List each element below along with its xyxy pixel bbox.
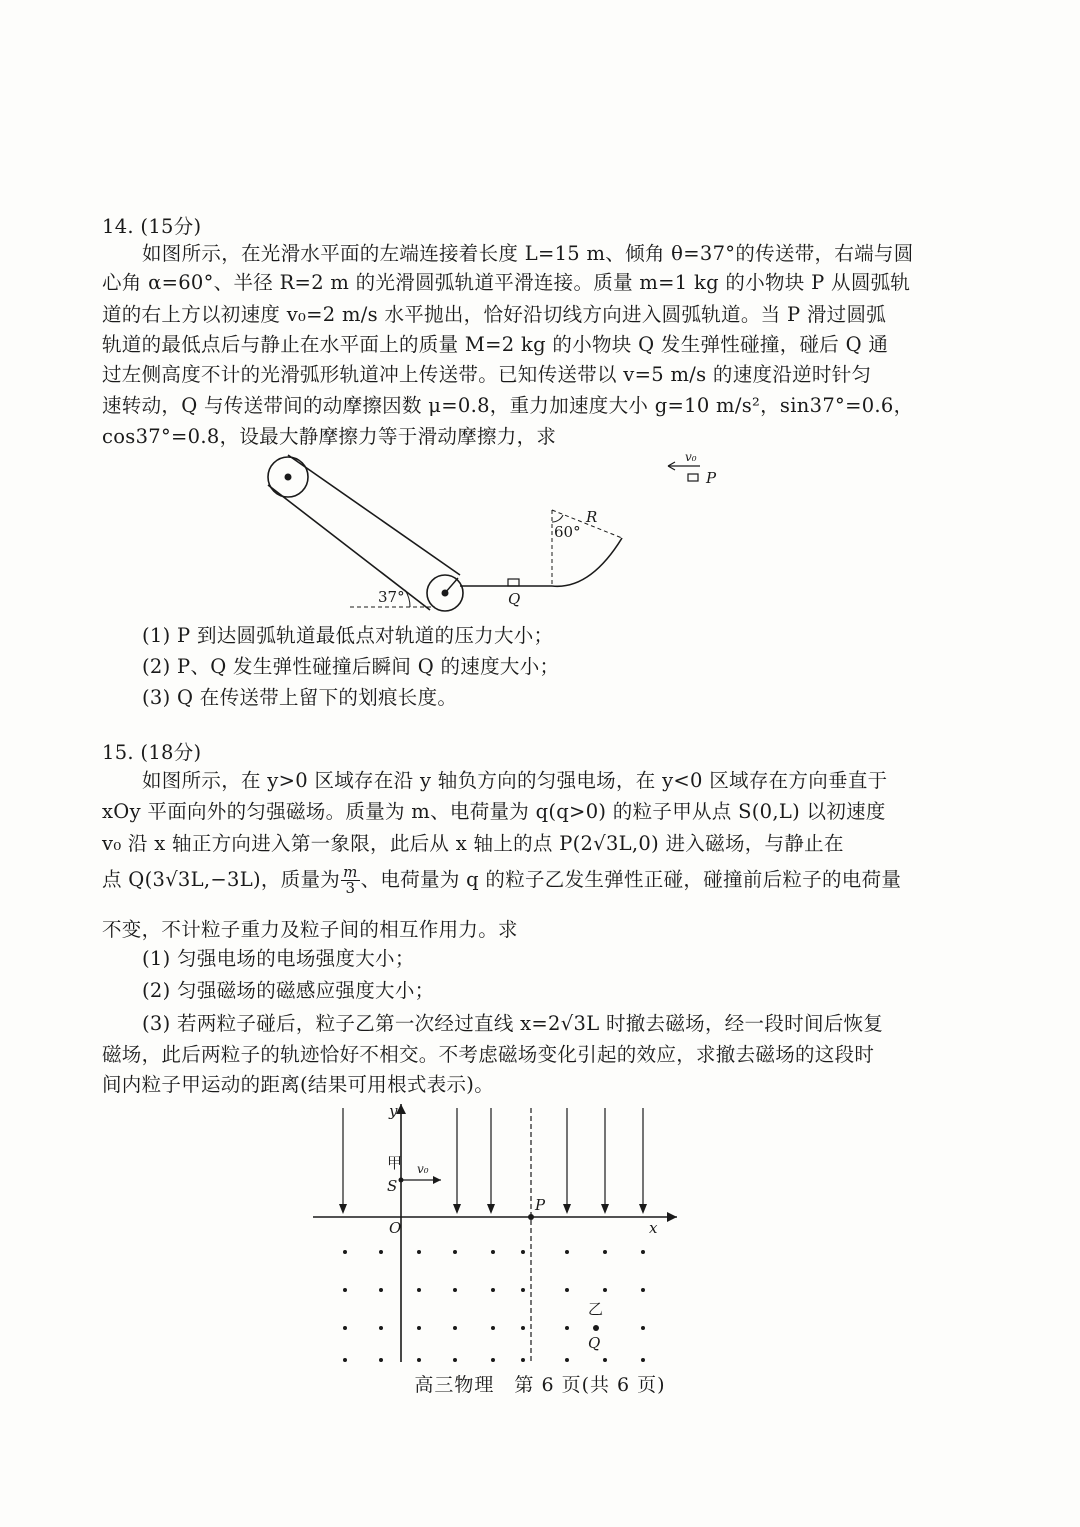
origin-label: O xyxy=(389,1219,402,1237)
b-field-dot xyxy=(343,1288,347,1292)
q15-line-4-pre: 点 Q(3√3L,−3L)，质量为 xyxy=(102,868,341,891)
b-field-dot xyxy=(491,1288,495,1292)
b-field-dot xyxy=(603,1358,607,1362)
q14-line-7: cos37°=0.8，设最大静摩擦力等于滑动摩擦力，求 xyxy=(102,425,557,448)
mass-fraction: $\frac{m}{3}$ xyxy=(343,863,358,897)
q15-line-1: 如图所示，在 y>0 区域存在沿 y 轴负方向的匀强电场，在 y<0 区域存在方向垂直于 xyxy=(142,769,888,792)
b-field-dot xyxy=(521,1326,525,1330)
b-field-dot xyxy=(453,1288,457,1292)
b-field-dot xyxy=(641,1250,645,1254)
b-field-dot xyxy=(491,1250,495,1254)
q15-line-2: xOy 平面向外的匀强磁场。质量为 m、电荷量为 q(q>0) 的粒子甲从点 S(0,L) 以初速度 xyxy=(102,800,886,823)
b-field-dot xyxy=(379,1288,383,1292)
particle-yi xyxy=(593,1325,599,1331)
b-field-dot xyxy=(491,1326,495,1330)
particle-yi-label: 乙 xyxy=(588,1300,604,1318)
b-field-dot xyxy=(641,1358,645,1362)
b-field-dot xyxy=(343,1358,347,1362)
b-field-dot xyxy=(565,1288,569,1292)
q14-line-1: 如图所示，在光滑水平面的左端连接着长度 L=15 m、倾角 θ=37°的传送带，右端与圆 xyxy=(142,242,914,265)
y-axis-label: y xyxy=(389,1102,398,1120)
b-field-dot xyxy=(417,1326,421,1330)
b-field-dot xyxy=(603,1250,607,1254)
particle-jia-label: 甲 xyxy=(387,1154,403,1172)
q14-line-6: 速转动，Q 与传送带间的动摩擦因数 μ=0.8，重力加速度大小 g=10 m/s²，sin37°=0.6， xyxy=(102,394,914,417)
page-footer: 高三物理 第 6 页(共 6 页) xyxy=(414,1374,666,1396)
q15-question-3: (3) 若两粒子碰后，粒子乙第一次经过直线 x=2√3L 时撤去磁场，经一段时间后恢复 xyxy=(142,1012,884,1035)
block-q-label: Q xyxy=(508,590,521,608)
b-field-dot xyxy=(521,1358,525,1362)
b-field-dot xyxy=(453,1358,457,1362)
q15-line-4-post: 、电荷量为 q 的粒子乙发生弹性正碰，碰撞前后粒子的电荷量 xyxy=(360,868,902,891)
q14-header: 14. (15分) xyxy=(102,215,202,238)
field-figure xyxy=(305,1100,695,1370)
q14-line-3: 道的右上方以初速度 v₀=2 m/s 水平抛出，恰好沿切线方向进入圆弧轨道。当 P 滑过圆弧 xyxy=(102,303,887,326)
b-field-dot xyxy=(379,1326,383,1330)
b-field-dot xyxy=(641,1326,645,1330)
b-field-dot xyxy=(491,1358,495,1362)
q15-tail-2: 间内粒子甲运动的距离(结果可用根式表示)。 xyxy=(102,1073,495,1096)
v0-label-15: v₀ xyxy=(417,1162,429,1176)
q14-question-1: (1) P 到达圆弧轨道最低点对轨道的压力大小； xyxy=(142,624,554,647)
q15-tail-1: 磁场，此后两粒子的轨迹恰好不相交。不考虑磁场变化引起的效应，求撤去磁场的这段时 xyxy=(102,1043,875,1066)
b-field-dot xyxy=(343,1326,347,1330)
b-field-dot xyxy=(453,1326,457,1330)
b-field-dot xyxy=(603,1288,607,1292)
q14-line-4: 轨道的最低点后与静止在水平面上的质量 M=2 kg 的小物块 Q 发生弹性碰撞，碰后 Q 通 xyxy=(102,333,889,356)
q14-line-2: 心角 α=60°、半径 R=2 m 的光滑圆弧轨道平滑连接。质量 m=1 kg 的小物块 P 从圆弧轨 xyxy=(102,271,911,294)
b-field-dot xyxy=(379,1358,383,1362)
q15-question-2: (2) 匀强磁场的磁感应强度大小； xyxy=(142,979,435,1002)
v0-label-14: v₀ xyxy=(685,450,697,464)
b-field-dot xyxy=(379,1250,383,1254)
q14-question-3: (3) Q 在传送带上留下的划痕长度。 xyxy=(142,686,458,709)
q15-header: 15. (18分) xyxy=(102,741,202,764)
b-field-dot xyxy=(641,1288,645,1292)
block-p-label: P xyxy=(706,469,717,487)
arc-angle-label: 60° xyxy=(554,523,581,541)
b-field-dot xyxy=(417,1288,421,1292)
q15-line-5: 不变，不计粒子重力及粒子间的相互作用力。求 xyxy=(102,918,518,941)
q15-question-1: (1) 匀强电场的电场强度大小； xyxy=(142,947,415,970)
q14-line-5: 过左侧高度不计的光滑弧形轨道冲上传送带。已知传送带以 v=5 m/s 的速度沿逆时针匀 xyxy=(102,363,872,386)
electric-field-lines xyxy=(339,1108,647,1214)
q14-question-2: (2) P、Q 发生弹性碰撞后瞬间 Q 的速度大小； xyxy=(142,655,560,678)
radius-label: R xyxy=(586,508,598,526)
b-field-dot xyxy=(565,1250,569,1254)
b-field-dot xyxy=(453,1250,457,1254)
b-field-dot xyxy=(417,1250,421,1254)
conveyor-belt xyxy=(268,455,460,610)
block-p xyxy=(688,474,698,481)
q15-line-4 xyxy=(102,863,902,897)
x-axis-label: x xyxy=(649,1219,658,1237)
b-field-dot xyxy=(565,1326,569,1330)
b-field-dot xyxy=(521,1288,525,1292)
point-q-label: Q xyxy=(588,1334,601,1352)
point-s-label: S xyxy=(387,1177,398,1195)
b-field-dot xyxy=(417,1358,421,1362)
b-field-dot xyxy=(343,1250,347,1254)
b-field-dot xyxy=(521,1250,525,1254)
point-p-label: P xyxy=(535,1196,546,1214)
arc-track xyxy=(552,538,622,586)
belt-angle-label: 37° xyxy=(378,588,405,606)
b-field-dot xyxy=(565,1358,569,1362)
block-q xyxy=(508,579,519,586)
q15-line-3: v₀ 沿 x 轴正方向进入第一象限，此后从 x 轴上的点 P(2√3L,0) 进入磁场，与静止在 xyxy=(102,832,844,855)
conveyor-figure xyxy=(260,450,740,620)
